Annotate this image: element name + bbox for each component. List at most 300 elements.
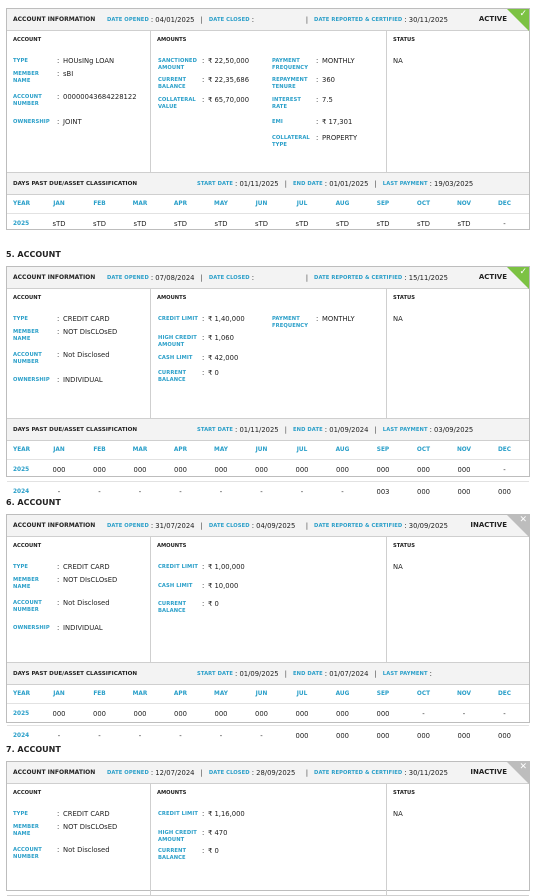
dpd-cell: 000 bbox=[417, 732, 430, 740]
detail-value: ₹ 10,000 bbox=[208, 582, 239, 590]
month-header: DEC bbox=[497, 201, 512, 207]
separator: | bbox=[374, 669, 377, 678]
dpd-cell: - bbox=[98, 488, 101, 496]
account-information-title: ACCOUNT INFORMATION bbox=[13, 274, 96, 281]
account-details bbox=[7, 537, 529, 663]
month-header: SEP bbox=[376, 447, 390, 453]
dpd-grid bbox=[7, 685, 529, 749]
month-header: DEC bbox=[497, 447, 512, 453]
detail-row bbox=[13, 315, 110, 323]
detail-colon: : bbox=[202, 582, 205, 590]
dpd-cell: 000 bbox=[133, 710, 147, 718]
date-reported-label: DATE REPORTED & CERTIFIED bbox=[314, 769, 403, 776]
detail-label: ACCOUNT NUMBER bbox=[13, 352, 42, 365]
amounts-section-title: AMOUNTS bbox=[157, 790, 187, 796]
check-icon: ✓ bbox=[519, 9, 527, 19]
month-header: NOV bbox=[456, 201, 472, 207]
month-header: MAY bbox=[214, 447, 228, 453]
month-header: AUG bbox=[335, 691, 350, 697]
detail-label: TYPE bbox=[13, 811, 29, 817]
close-icon: ✕ bbox=[519, 515, 527, 525]
detail-row bbox=[272, 118, 353, 126]
date-opened-label: DATE OPENED bbox=[107, 522, 149, 529]
dpd-cell: 000 bbox=[417, 466, 430, 474]
detail-value: ₹ 1,060 bbox=[208, 334, 234, 342]
detail-row bbox=[158, 315, 245, 323]
detail-colon: : bbox=[57, 624, 60, 632]
month-header: NOV bbox=[456, 447, 472, 453]
detail-value: ₹ 22,35,686 bbox=[208, 76, 250, 84]
dpd-cell: 003 bbox=[376, 488, 390, 496]
detail-value: ₹ 0 bbox=[208, 847, 219, 855]
detail-colon: : bbox=[57, 823, 60, 831]
dpd-cell: sTD bbox=[133, 220, 147, 228]
dpd-cell: 000 bbox=[93, 466, 106, 474]
detail-row bbox=[158, 847, 219, 861]
account-heading: 6. ACCOUNT bbox=[6, 498, 61, 507]
detail-value: ₹ 1,16,000 bbox=[208, 810, 245, 818]
detail-row bbox=[13, 563, 110, 571]
end-date-value: : 01/07/2024 bbox=[324, 669, 369, 678]
detail-value: INDIVIDUAL bbox=[63, 624, 103, 632]
detail-label: ACCOUNT NUMBER bbox=[13, 94, 42, 107]
month-header: DEC bbox=[497, 691, 512, 697]
detail-label: TYPE bbox=[13, 564, 29, 570]
amounts-section-title: AMOUNTS bbox=[157, 37, 187, 43]
dpd-cell: sTD bbox=[417, 220, 430, 228]
detail-value: NOT DIsCLOsED bbox=[63, 328, 118, 336]
detail-colon: : bbox=[202, 369, 205, 377]
month-header: AUG bbox=[335, 447, 350, 453]
dpd-grid bbox=[7, 195, 529, 237]
dpd-cell: 000 bbox=[457, 732, 471, 740]
separator: | bbox=[200, 15, 203, 24]
dpd-cell: sTD bbox=[295, 220, 309, 228]
month-header: MAY bbox=[214, 201, 228, 207]
dpd-cell: - bbox=[138, 488, 142, 496]
separator: | bbox=[305, 768, 309, 777]
year-label: 2024 bbox=[13, 733, 30, 739]
close-icon: ✕ bbox=[519, 762, 527, 772]
detail-row bbox=[272, 315, 355, 329]
dpd-cell: - bbox=[462, 710, 466, 718]
account-card bbox=[6, 8, 530, 230]
detail-row bbox=[13, 624, 103, 632]
separator: | bbox=[305, 15, 309, 24]
detail-value: ₹ 17,301 bbox=[322, 118, 353, 126]
date-closed-label: DATE CLOSED bbox=[208, 522, 250, 529]
detail-label: ACCOUNT NUMBER bbox=[13, 847, 42, 860]
detail-colon: : bbox=[316, 315, 319, 323]
month-header: AUG bbox=[335, 201, 350, 207]
detail-value: NOT DIsCLOsED bbox=[63, 823, 118, 831]
detail-colon: : bbox=[57, 810, 60, 818]
last-payment-value: : 03/09/2025 bbox=[429, 425, 474, 434]
dpd-cell: - bbox=[341, 488, 344, 496]
separator: | bbox=[305, 273, 309, 282]
dpd-cell: 000 bbox=[295, 466, 309, 474]
detail-row bbox=[13, 376, 103, 384]
detail-row bbox=[13, 118, 82, 126]
date-closed-value: : 28/09/2025 bbox=[251, 768, 296, 777]
detail-row bbox=[158, 563, 245, 571]
status-section-title: STATUS bbox=[393, 543, 415, 549]
dpd-cell: sTD bbox=[52, 220, 66, 228]
account-info-bar bbox=[7, 515, 529, 537]
dpd-grid bbox=[7, 441, 529, 505]
last-payment-value: : 19/03/2025 bbox=[429, 179, 474, 188]
detail-label: INTEREST RATE bbox=[272, 97, 301, 110]
dpd-cell: 000 bbox=[133, 466, 147, 474]
dpd-cell: 000 bbox=[93, 710, 106, 718]
detail-colon: : bbox=[57, 846, 60, 854]
year-label: 2025 bbox=[13, 711, 30, 717]
date-reported-value: : 30/11/2025 bbox=[404, 768, 448, 777]
date-reported-value: : 30/09/2025 bbox=[404, 521, 448, 530]
last-payment-label: LAST PAYMENT bbox=[382, 180, 428, 187]
month-header: MAY bbox=[214, 691, 228, 697]
account-state-badge: ACTIVE bbox=[478, 273, 507, 281]
separator: | bbox=[305, 521, 309, 530]
detail-colon: : bbox=[202, 76, 205, 84]
status-value: NA bbox=[393, 563, 403, 571]
detail-colon: : bbox=[202, 334, 205, 342]
detail-label: OWNERSHIP bbox=[13, 625, 50, 631]
month-header: JAN bbox=[53, 691, 65, 697]
detail-value: 00000043684228122 bbox=[63, 93, 137, 101]
dpd-bar bbox=[7, 663, 529, 685]
detail-label: CASH LIMIT bbox=[158, 355, 193, 361]
detail-colon: : bbox=[316, 57, 319, 65]
detail-colon: : bbox=[57, 57, 60, 65]
end-date-label: END DATE bbox=[293, 670, 323, 677]
month-header: APR bbox=[173, 201, 188, 207]
detail-colon: : bbox=[202, 563, 205, 571]
month-header: OCT bbox=[416, 447, 431, 453]
detail-colon: : bbox=[57, 576, 60, 584]
dpd-cell: 000 bbox=[336, 710, 349, 718]
detail-colon: : bbox=[316, 118, 319, 126]
date-closed-label: DATE CLOSED bbox=[208, 769, 250, 776]
detail-value: ₹ 0 bbox=[208, 600, 219, 608]
detail-row bbox=[13, 70, 74, 84]
last-payment-value: : bbox=[429, 669, 432, 678]
month-header: JUL bbox=[296, 447, 308, 453]
detail-label: TYPE bbox=[13, 58, 29, 64]
dpd-cell: 000 bbox=[295, 710, 309, 718]
detail-value: CREDIT CARD bbox=[63, 315, 110, 323]
detail-value: ₹ 1,40,000 bbox=[208, 315, 245, 323]
detail-colon: : bbox=[57, 93, 60, 101]
detail-label: COLLATERAL TYPE bbox=[272, 135, 310, 148]
dpd-cell: - bbox=[503, 220, 506, 228]
month-header: NOV bbox=[456, 691, 472, 697]
account-state-badge: ACTIVE bbox=[478, 15, 507, 23]
detail-row bbox=[158, 369, 219, 383]
detail-colon: : bbox=[202, 354, 205, 362]
date-reported-label: DATE REPORTED & CERTIFIED bbox=[314, 522, 403, 529]
date-opened-label: DATE OPENED bbox=[107, 16, 149, 23]
detail-row bbox=[13, 576, 118, 590]
month-header: JUN bbox=[255, 447, 268, 453]
detail-value: MONTHLY bbox=[322, 57, 355, 65]
end-date-value: : 01/01/2025 bbox=[324, 179, 369, 188]
date-reported-label: DATE REPORTED & CERTIFIED bbox=[314, 274, 403, 281]
account-section-title: ACCOUNT bbox=[13, 295, 42, 301]
grid-divider bbox=[7, 481, 529, 482]
dpd-cell: - bbox=[260, 488, 263, 496]
detail-colon: : bbox=[202, 810, 205, 818]
month-header: APR bbox=[173, 447, 188, 453]
account-heading: 7. ACCOUNT bbox=[6, 745, 61, 754]
account-details bbox=[7, 289, 529, 419]
detail-label: MEMBER NAME bbox=[13, 329, 39, 342]
month-header: JUL bbox=[296, 201, 308, 207]
dpd-cell: 000 bbox=[457, 466, 471, 474]
status-value: NA bbox=[393, 57, 403, 65]
month-header: MAR bbox=[132, 447, 148, 453]
month-header: JUN bbox=[255, 201, 268, 207]
dpd-cell: 000 bbox=[214, 710, 228, 718]
detail-value: ₹ 470 bbox=[208, 829, 228, 837]
date-reported-value: : 15/11/2025 bbox=[404, 273, 448, 282]
detail-row bbox=[158, 600, 219, 614]
dpd-cell: - bbox=[57, 732, 61, 740]
status-section-title: STATUS bbox=[393, 790, 415, 796]
amounts-column bbox=[151, 289, 387, 418]
start-date-value: : 01/11/2025 bbox=[235, 179, 279, 188]
date-reported-value: : 30/11/2025 bbox=[404, 15, 448, 24]
detail-row bbox=[13, 810, 110, 818]
account-heading: 5. ACCOUNT bbox=[6, 250, 61, 259]
account-details bbox=[7, 784, 529, 896]
detail-row bbox=[158, 829, 228, 843]
dpd-cell: 000 bbox=[417, 488, 430, 496]
status-value: NA bbox=[393, 810, 403, 818]
detail-label: OWNERSHIP bbox=[13, 377, 50, 383]
year-header: YEAR bbox=[13, 201, 31, 207]
year-label: 2024 bbox=[13, 489, 30, 495]
start-date-label: START DATE bbox=[197, 180, 233, 187]
detail-label: HIGH CREDIT AMOUNT bbox=[158, 335, 197, 348]
dpd-cell: 000 bbox=[174, 466, 187, 474]
status-section-title: STATUS bbox=[393, 295, 415, 301]
detail-row bbox=[272, 76, 335, 90]
dpd-cell: 000 bbox=[52, 710, 66, 718]
detail-row bbox=[158, 96, 250, 110]
dpd-title: DAYS PAST DUE/ASSET CLASSIFICATION bbox=[13, 426, 138, 433]
detail-label: CREDIT LIMIT bbox=[158, 564, 198, 570]
dpd-bar bbox=[7, 173, 529, 195]
dpd-title: DAYS PAST DUE/ASSET CLASSIFICATION bbox=[13, 670, 138, 677]
detail-value: NOT DIsCLOsED bbox=[63, 576, 118, 584]
dpd-cell: - bbox=[57, 488, 61, 496]
detail-colon: : bbox=[202, 829, 205, 837]
dpd-cell: 000 bbox=[376, 710, 390, 718]
month-header: JUN bbox=[255, 691, 268, 697]
detail-colon: : bbox=[202, 315, 205, 323]
end-date-value: : 01/09/2024 bbox=[324, 425, 369, 434]
detail-row bbox=[158, 354, 239, 362]
dpd-cell: - bbox=[98, 732, 101, 740]
dpd-cell: 000 bbox=[295, 732, 309, 740]
detail-value: ₹ 0 bbox=[208, 369, 219, 377]
dpd-cell: - bbox=[179, 732, 182, 740]
dpd-cell: - bbox=[179, 488, 182, 496]
dpd-cell: sTD bbox=[255, 220, 268, 228]
year-label: 2025 bbox=[13, 221, 30, 227]
detail-label: REPAYMENT TENURE bbox=[272, 77, 308, 90]
detail-row bbox=[272, 96, 333, 110]
date-opened-label: DATE OPENED bbox=[107, 274, 149, 281]
status-section-title: STATUS bbox=[393, 37, 415, 43]
detail-colon: : bbox=[57, 351, 60, 359]
date-closed-value: : bbox=[251, 15, 254, 24]
account-section-title: ACCOUNT bbox=[13, 37, 42, 43]
separator: | bbox=[284, 669, 287, 678]
month-header: FEB bbox=[93, 691, 106, 697]
dpd-cell: 000 bbox=[498, 488, 511, 496]
detail-value: sBI bbox=[63, 70, 74, 78]
detail-value: 360 bbox=[322, 76, 335, 84]
detail-value: HOUsINg LOAN bbox=[63, 57, 115, 65]
status-column bbox=[387, 784, 529, 895]
account-info-bar bbox=[7, 267, 529, 289]
month-header: JUL bbox=[296, 691, 308, 697]
year-header: YEAR bbox=[13, 691, 31, 697]
account-information-title: ACCOUNT INFORMATION bbox=[13, 522, 96, 529]
account-column bbox=[7, 289, 151, 418]
detail-value: PROPERTY bbox=[322, 134, 358, 142]
check-icon: ✓ bbox=[519, 267, 527, 277]
account-card bbox=[6, 761, 530, 891]
detail-colon: : bbox=[316, 96, 319, 104]
dpd-cell: 000 bbox=[376, 466, 390, 474]
month-header: JAN bbox=[53, 201, 65, 207]
detail-row bbox=[158, 334, 234, 348]
detail-value: ₹ 22,50,000 bbox=[208, 57, 250, 65]
month-header: SEP bbox=[376, 691, 390, 697]
date-reported-label: DATE REPORTED & CERTIFIED bbox=[314, 16, 403, 23]
dpd-cell: 000 bbox=[255, 466, 268, 474]
detail-row bbox=[272, 57, 355, 71]
detail-colon: : bbox=[202, 96, 205, 104]
separator: | bbox=[284, 179, 287, 188]
date-opened-value: : 31/07/2024 bbox=[150, 521, 195, 530]
detail-colon: : bbox=[57, 70, 60, 78]
account-state-badge: INACTIVE bbox=[470, 521, 507, 529]
start-date-label: START DATE bbox=[197, 426, 233, 433]
detail-label: CASH LIMIT bbox=[158, 583, 193, 589]
account-details bbox=[7, 31, 529, 173]
account-column bbox=[7, 537, 151, 662]
account-info-bar bbox=[7, 9, 529, 31]
grid-divider bbox=[7, 213, 529, 214]
amounts-section-title: AMOUNTS bbox=[157, 543, 187, 549]
detail-row bbox=[13, 57, 115, 65]
detail-colon: : bbox=[202, 57, 205, 65]
detail-colon: : bbox=[316, 134, 319, 142]
detail-label: SANCTIONED AMOUNT bbox=[158, 58, 197, 71]
account-section-title: ACCOUNT bbox=[13, 790, 42, 796]
detail-value: ₹ 1,00,000 bbox=[208, 563, 245, 571]
start-date-value: : 01/11/2025 bbox=[235, 425, 279, 434]
detail-colon: : bbox=[202, 600, 205, 608]
separator: | bbox=[374, 425, 377, 434]
detail-row bbox=[13, 328, 118, 342]
detail-row bbox=[158, 810, 245, 818]
dpd-cell: - bbox=[260, 732, 263, 740]
month-header: APR bbox=[173, 691, 188, 697]
detail-colon: : bbox=[57, 563, 60, 571]
month-header: OCT bbox=[416, 691, 431, 697]
dpd-cell: 000 bbox=[52, 466, 66, 474]
dpd-cell: 000 bbox=[457, 488, 471, 496]
account-card bbox=[6, 266, 530, 496]
detail-label: CURRENT BALANCE bbox=[158, 77, 187, 90]
detail-row bbox=[13, 846, 110, 860]
account-column bbox=[7, 784, 151, 895]
detail-label: PAYMENT FREQUENCY bbox=[272, 58, 309, 71]
detail-value: ₹ 42,000 bbox=[208, 354, 239, 362]
account-info-bar bbox=[7, 762, 529, 784]
date-opened-value: : 07/08/2024 bbox=[150, 273, 195, 282]
detail-row bbox=[158, 582, 239, 590]
separator: | bbox=[200, 273, 203, 282]
dpd-cell: sTD bbox=[457, 220, 471, 228]
dpd-cell: 000 bbox=[498, 732, 511, 740]
end-date-label: END DATE bbox=[293, 426, 323, 433]
account-state-badge: INACTIVE bbox=[470, 768, 507, 776]
separator: | bbox=[284, 425, 287, 434]
separator: | bbox=[200, 768, 203, 777]
month-header: MAR bbox=[132, 201, 148, 207]
month-header: FEB bbox=[93, 201, 106, 207]
detail-row bbox=[13, 93, 137, 107]
detail-label: CURRENT BALANCE bbox=[158, 370, 187, 383]
end-date-label: END DATE bbox=[293, 180, 323, 187]
detail-colon: : bbox=[57, 328, 60, 336]
dpd-cell: 000 bbox=[214, 466, 228, 474]
status-column bbox=[387, 31, 529, 172]
date-closed-value: : 04/09/2025 bbox=[251, 521, 296, 530]
dpd-cell: sTD bbox=[93, 220, 106, 228]
dpd-cell: - bbox=[300, 488, 304, 496]
detail-colon: : bbox=[57, 315, 60, 323]
dpd-title: DAYS PAST DUE/ASSET CLASSIFICATION bbox=[13, 180, 138, 187]
dpd-cell: - bbox=[219, 488, 223, 496]
year-label: 2025 bbox=[13, 467, 30, 473]
year-header: YEAR bbox=[13, 447, 31, 453]
amounts-section-title: AMOUNTS bbox=[157, 295, 187, 301]
dpd-cell: sTD bbox=[336, 220, 349, 228]
date-opened-value: : 04/01/2025 bbox=[150, 15, 195, 24]
detail-value: Not Disclosed bbox=[63, 599, 110, 607]
dpd-cell: - bbox=[138, 732, 142, 740]
status-column bbox=[387, 289, 529, 418]
date-closed-value: : bbox=[251, 273, 254, 282]
grid-divider bbox=[7, 725, 529, 726]
detail-value: Not Disclosed bbox=[63, 846, 110, 854]
month-header: OCT bbox=[416, 201, 431, 207]
account-column bbox=[7, 31, 151, 172]
dpd-cell: - bbox=[422, 710, 425, 718]
account-card bbox=[6, 514, 530, 740]
detail-colon: : bbox=[57, 376, 60, 384]
dpd-cell: - bbox=[503, 466, 506, 474]
detail-label: HIGH CREDIT AMOUNT bbox=[158, 830, 197, 843]
detail-label: COLLATERAL VALUE bbox=[158, 97, 196, 110]
